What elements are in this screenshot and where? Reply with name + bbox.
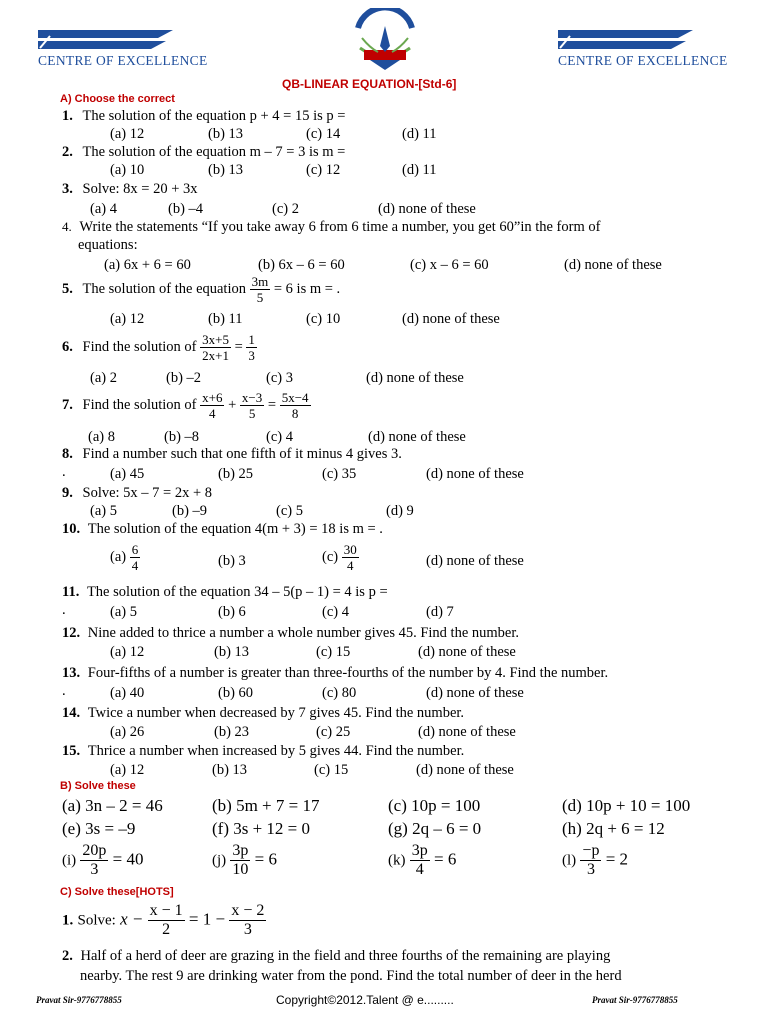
option-b: (b) 11 [208, 311, 243, 327]
option-c: (c) 4 [266, 429, 293, 445]
footer-copyright: Copyright©2012.Talent @ e......... [276, 993, 454, 1007]
question-number: 3. [62, 181, 73, 197]
option-c [322, 542, 359, 573]
option-b: (b) –4 [168, 201, 204, 217]
numerator: x−3 [241, 390, 263, 405]
option-b: (b) 6x – 6 = 60 [258, 257, 345, 273]
option-d: (d) 9 [386, 503, 414, 519]
section-c-heading: C) Solve these[HOTS] [60, 886, 174, 898]
right-brand-text: CENTRE OF EXCELLENCE [558, 53, 728, 68]
option-a: (a) 40 [110, 685, 145, 701]
option-d: (d) none of these [378, 201, 476, 217]
question-2 [62, 144, 345, 161]
option-d: (d) 11 [402, 162, 437, 178]
option-b: (b) 6 [218, 604, 246, 620]
fraction [130, 542, 141, 573]
option-b: (b) 13 [212, 762, 248, 778]
question-text: Twice a number when decreased by 7 gives 45. Find the number. [87, 705, 465, 721]
question-text: Four-fifths of a number is greater than three-fourths of the number by 4. Find the number. [87, 665, 609, 681]
question-number: 9. [62, 485, 73, 501]
question-5 [62, 274, 340, 305]
question-11 [62, 584, 388, 601]
option-b: (b) –2 [166, 370, 202, 386]
denominator: 5 [248, 406, 256, 421]
question-10 [62, 521, 383, 538]
question-text: The solution of the equation 4(m + 3) = 18 is m = . [87, 521, 383, 537]
option-c: (c) x – 6 = 60 [410, 257, 489, 273]
option-d: (d) none of these [416, 762, 514, 778]
question-text: The solution of the equation 34 – 5(p – 1) = 4 is p = [86, 584, 388, 600]
question-number: 10. [62, 521, 81, 537]
denominator: 4 [209, 406, 216, 421]
fraction [250, 274, 271, 305]
equation-label: (l) [562, 852, 577, 869]
question-number: 11. [62, 584, 80, 600]
option-c: (c) 15 [314, 762, 349, 778]
option-a: (a) 8 [88, 429, 115, 445]
numerator: x+6 [202, 390, 223, 405]
option-a: (a) 26 [110, 724, 145, 740]
option-a [110, 542, 140, 573]
option-b: (b) 25 [218, 466, 254, 482]
fraction [80, 842, 108, 879]
question-15 [62, 743, 464, 760]
numerator: x − 2 [231, 902, 265, 919]
numerator: 1 [248, 332, 255, 347]
equation-k [388, 842, 456, 879]
question-text: Write the statements “If you take away 6 from 6 time a number, you get 60”in the form of [79, 219, 601, 235]
question-12 [62, 625, 519, 642]
equation-tail: = 2 [605, 849, 629, 869]
hots-question-2-continued: nearby. The rest 9 are drinking water from the pond. Find the total number of deer in the herd [80, 968, 622, 984]
option-c: (c) 15 [316, 644, 351, 660]
option-d: (d) none of these [426, 466, 524, 482]
option-a: (a) 12 [110, 126, 145, 142]
equation-tail: = 6 [254, 849, 278, 869]
equation-g: (g) 2q – 6 = 0 [388, 819, 482, 838]
question-number: 5. [62, 280, 73, 297]
footer-left: Pravat Sir-9776778855 [36, 995, 122, 1005]
question-text: The solution of the equation p + 4 = 15 is p = [82, 108, 346, 124]
option-b: (b) 23 [214, 724, 250, 740]
option-label: (a) [110, 548, 127, 565]
equation-e: (e) 3s = –9 [62, 819, 136, 838]
question-text: Find the solution of [82, 338, 197, 355]
option-a: (a) 45 [110, 466, 145, 482]
question-number: 1. [62, 912, 74, 929]
fraction [229, 902, 266, 939]
option-c: (c) 12 [306, 162, 341, 178]
numerator: 3x+5 [202, 332, 229, 347]
question-text: Solve: [77, 912, 116, 929]
question-text: Half of a herd of deer are grazing in the field and three fourths of the remaining are playing [80, 948, 611, 964]
equals-sign: = [234, 338, 243, 355]
option-b: (b) –9 [172, 503, 208, 519]
bullet-dot: . [62, 464, 66, 480]
question-text: Find a number such that one fifth of it minus 4 gives 3. [82, 446, 402, 462]
question-text: Find the solution of [82, 396, 197, 413]
option-c: (c) 80 [322, 685, 357, 701]
fraction [230, 842, 250, 879]
option-d: (d) none of these [402, 311, 500, 327]
option-a: (a) 5 [90, 503, 117, 519]
option-c: (c) 3 [266, 370, 293, 386]
denominator: 3 [248, 348, 255, 363]
option-a: (a) 12 [110, 644, 145, 660]
question-number: 15. [62, 743, 81, 759]
question-14 [62, 705, 464, 722]
expression: x − [120, 909, 144, 929]
question-13 [62, 665, 608, 682]
question-1 [62, 108, 345, 125]
question-text: The solution of the equation [82, 280, 246, 297]
plus-sign: + [228, 396, 237, 413]
equals-sign: = [267, 396, 277, 413]
question-number: 7. [62, 396, 73, 413]
fraction [148, 902, 185, 939]
left-brand-text: CENTRE OF EXCELLENCE [38, 53, 208, 68]
numerator: 3m [251, 274, 269, 289]
equation-tail: = 6 [434, 849, 457, 869]
option-d: (d) none of these [418, 644, 516, 660]
option-d: (d) none of these [426, 685, 524, 701]
option-c: (c) 4 [322, 604, 349, 620]
option-label: (c) [322, 548, 339, 565]
numerator: 30 [343, 542, 357, 557]
numerator: x − 1 [149, 902, 183, 919]
left-logo-stripes-icon [38, 30, 178, 52]
question-number: 6. [62, 338, 73, 355]
option-a: (a) 5 [110, 604, 137, 620]
denominator: 4 [131, 558, 139, 573]
hots-question-1 [62, 902, 266, 939]
question-9 [62, 485, 212, 502]
page-title: QB-LINEAR EQUATION-[Std-6] [282, 77, 457, 91]
option-a: (a) 12 [110, 762, 145, 778]
question-text: The solution of the equation m – 7 = 3 is m = [82, 144, 346, 160]
denominator: 4 [346, 558, 354, 573]
option-d: (d) none of these [368, 429, 466, 445]
equation-f: (f) 3s + 12 = 0 [212, 819, 311, 838]
numerator: 6 [131, 542, 139, 557]
option-b: (b) 13 [208, 126, 244, 142]
option-d: (d) none of these [418, 724, 516, 740]
question-number: 13. [62, 665, 81, 681]
question-8 [62, 446, 402, 463]
denominator: 3 [586, 861, 595, 878]
denominator: 4 [415, 861, 424, 878]
option-a: (a) 10 [110, 162, 145, 178]
question-number: 1. [62, 108, 73, 124]
equation-j [212, 842, 277, 879]
question-7 [62, 390, 311, 421]
fraction [410, 842, 430, 879]
option-a: (a) 6x + 6 = 60 [104, 257, 191, 273]
option-a: (a) 12 [110, 311, 145, 327]
option-c: (c) 2 [272, 201, 299, 217]
option-c: (c) 35 [322, 466, 357, 482]
equation-c: (c) 10p = 100 [388, 796, 481, 815]
equation-label: (j) [212, 852, 227, 869]
equation-a: (a) 3n – 2 = 46 [62, 796, 163, 815]
equation-b: (b) 5m + 7 = 17 [212, 796, 320, 815]
numerator: 3p [411, 842, 428, 859]
fraction [580, 842, 601, 879]
option-c: (c) 25 [316, 724, 351, 740]
option-b: (b) 60 [218, 685, 254, 701]
section-a-heading: A) Choose the correct [60, 93, 175, 105]
question-number: 8. [62, 446, 73, 462]
equation-label: (i) [62, 852, 77, 869]
denominator: 3 [90, 861, 99, 878]
denominator: 3 [243, 921, 252, 938]
equation-tail: = 40 [112, 849, 144, 869]
numerator: 5x−4 [281, 390, 309, 405]
right-logo-stripes-icon [558, 30, 698, 52]
option-c: (c) 10 [306, 311, 341, 327]
option-d: (d) 7 [426, 604, 454, 620]
question-number: 4. [62, 219, 72, 234]
question-3 [62, 181, 198, 198]
fraction [280, 390, 311, 421]
question-text: Solve: 8x = 20 + 3x [82, 181, 198, 197]
equation-h: (h) 2q + 6 = 12 [562, 819, 665, 838]
center-emblem-icon [350, 8, 420, 74]
option-b: (b) 13 [208, 162, 244, 178]
fraction [240, 390, 264, 421]
question-text-continued: equations: [78, 237, 138, 253]
question-4 [62, 219, 600, 236]
option-c: (c) 5 [276, 503, 303, 519]
equation-l [562, 842, 628, 879]
question-number: 14. [62, 705, 81, 721]
question-6 [62, 332, 257, 363]
question-text: Thrice a number when increased by 5 gives 44. Find the number. [87, 743, 465, 759]
question-tail: = 6 is m = . [273, 280, 341, 297]
option-d: (d) none of these [366, 370, 464, 386]
option-b: (b) –8 [164, 429, 200, 445]
question-number: 2. [62, 948, 73, 964]
bullet-dot: . [62, 683, 66, 699]
option-c: (c) 14 [306, 126, 341, 142]
option-d: (d) 11 [402, 126, 437, 142]
numerator: −p [582, 842, 600, 859]
hots-question-2 [62, 948, 610, 965]
equation-d: (d) 10p + 10 = 100 [562, 796, 691, 815]
expression: = 1 − [188, 909, 226, 929]
fraction [200, 390, 224, 421]
footer-right: Pravat Sir-9776778855 [592, 995, 678, 1005]
equation-label: (k) [388, 852, 406, 869]
denominator: 2x+1 [202, 348, 229, 363]
option-b: (b) 3 [218, 553, 246, 569]
fraction [342, 542, 359, 573]
option-d: (d) none of these [564, 257, 662, 273]
numerator: 20p [82, 842, 107, 859]
question-text: Nine added to thrice a number a whole number gives 45. Find the number. [87, 625, 520, 641]
option-d: (d) none of these [426, 553, 524, 569]
fraction [200, 332, 231, 363]
question-text: Solve: 5x – 7 = 2x + 8 [82, 485, 213, 501]
denominator: 8 [291, 406, 299, 421]
section-b-heading: B) Solve these [60, 780, 136, 792]
denominator: 5 [256, 290, 264, 305]
option-a: (a) 4 [90, 201, 117, 217]
equation-i [62, 842, 144, 879]
option-a: (a) 2 [90, 370, 117, 386]
fraction [246, 332, 257, 363]
bullet-dot: . [62, 602, 66, 618]
denominator: 2 [162, 921, 171, 938]
numerator: 3p [232, 842, 249, 859]
question-number: 2. [62, 144, 73, 160]
denominator: 10 [232, 861, 249, 878]
question-number: 12. [62, 625, 81, 641]
option-b: (b) 13 [214, 644, 250, 660]
